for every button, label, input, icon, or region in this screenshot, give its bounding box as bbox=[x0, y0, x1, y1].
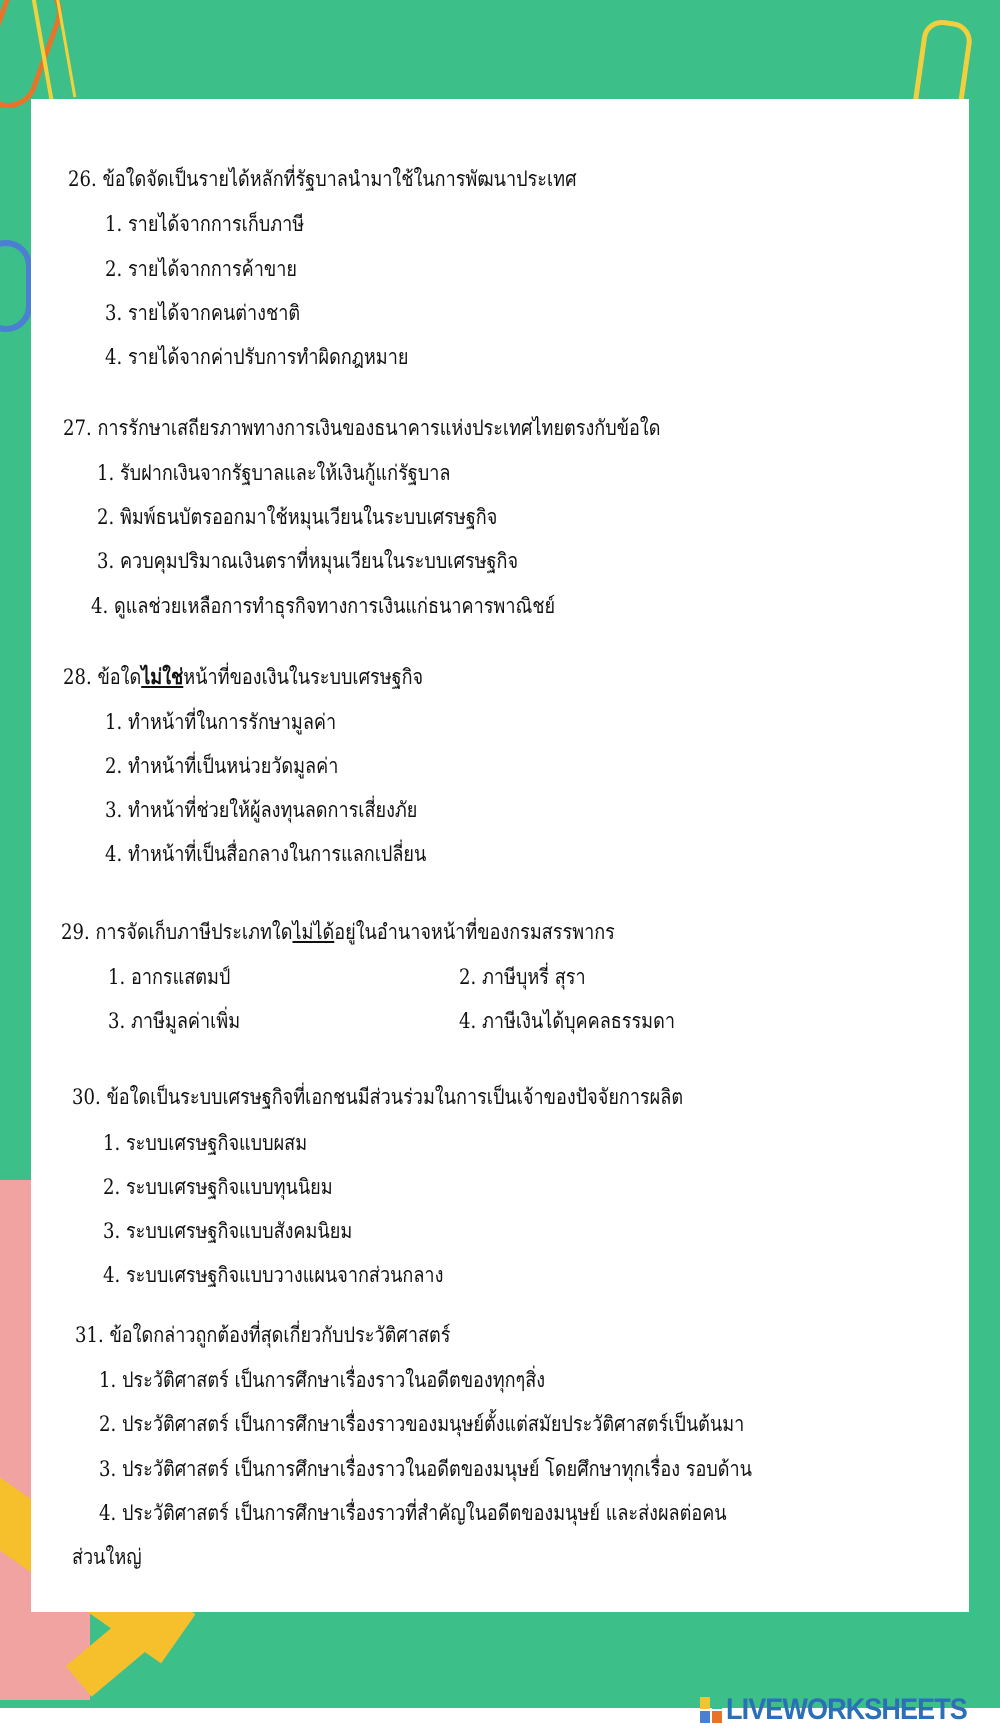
question-26-title: 26. ข้อใดจัดเป็นรายได้หลักที่รัฐบาลนำมาใช้ในการพัฒนาประเทศ bbox=[68, 167, 577, 191]
question-28-option-3[interactable]: 3. ทำหน้าที่ช่วยให้ผู้ลงทุนลดการเสี่ยงภัย bbox=[105, 798, 418, 822]
question-29-option-3[interactable]: 3. ภาษีมูลค่าเพิ่ม bbox=[108, 1009, 241, 1033]
question-31-option-4[interactable]: 4. ประวัติศาสตร์ เป็นการศึกษาเรื่องราวที่สำคัญในอดีตของมนุษย์ และส่งผลต่อคน bbox=[99, 1501, 727, 1525]
question-26-option-4[interactable]: 4. รายได้จากค่าปรับการทำผิดกฎหมาย bbox=[105, 345, 409, 369]
question-27-title: 27. การรักษาเสถียรภาพทางการเงินของธนาคารแห่งประเทศไทยตรงกับข้อใด bbox=[63, 416, 661, 440]
question-29-option-4[interactable]: 4. ภาษีเงินได้บุคคลธรรมดา bbox=[459, 1009, 675, 1033]
question-27-option-3[interactable]: 3. ควบคุมปริมาณเงินตราที่หมุนเวียนในระบบเศรษฐกิจ bbox=[97, 549, 519, 573]
question-29-option-2[interactable]: 2. ภาษีบุหรี่ สุรา bbox=[459, 965, 586, 989]
question-28-option-4[interactable]: 4. ทำหน้าที่เป็นสื่อกลางในการแลกเปลี่ยน bbox=[105, 842, 427, 866]
logo-text: LIVEWORKSHEETS bbox=[726, 1693, 967, 1726]
question-29-title-prefix: 29. การจัดเก็บภาษีประเภทใด bbox=[61, 920, 293, 944]
question-29-title bbox=[61, 919, 615, 945]
question-30-option-2[interactable]: 2. ระบบเศรษฐกิจแบบทุนนิยม bbox=[103, 1175, 333, 1199]
question-30-option-1[interactable]: 1. ระบบเศรษฐกิจแบบผสม bbox=[103, 1131, 308, 1155]
question-30-title: 30. ข้อใดเป็นระบบเศรษฐกิจที่เอกชนมีส่วนร่วมในการเป็นเจ้าของปัจจัยการผลิต bbox=[72, 1085, 684, 1109]
question-27-option-1[interactable]: 1. รับฝากเงินจากรัฐบาลและให้เงินกู้แก่รัฐบาล bbox=[97, 461, 451, 485]
question-27-option-2[interactable]: 2. พิมพ์ธนบัตรออกมาใช้หมุนเวียนในระบบเศรษฐกิจ bbox=[97, 505, 498, 529]
question-30-option-4[interactable]: 4. ระบบเศรษฐกิจแบบวางแผนจากส่วนกลาง bbox=[103, 1263, 444, 1287]
question-27-option-4[interactable]: 4. ดูแลช่วยเหลือการทำธุรกิจทางการเงินแก่ธนาคารพาณิชย์ bbox=[91, 594, 556, 618]
question-29-option-1[interactable]: 1. อากรแสตมป์ bbox=[108, 965, 231, 989]
question-28-title bbox=[63, 664, 423, 690]
question-30-option-3[interactable]: 3. ระบบเศรษฐกิจแบบสังคมนิยม bbox=[103, 1219, 353, 1243]
blue-swirl-decoration bbox=[0, 240, 32, 332]
question-29-emphasis: ไม่ได้ bbox=[292, 920, 335, 944]
question-28-title-prefix: 28. ข้อใด bbox=[63, 665, 142, 689]
question-26-option-2[interactable]: 2. รายได้จากการค้าขาย bbox=[105, 257, 297, 281]
question-28-emphasis: ไม่ใช่ bbox=[141, 664, 184, 689]
question-26-option-3[interactable]: 3. รายได้จากคนต่างชาติ bbox=[105, 301, 301, 325]
question-31-option-1[interactable]: 1. ประวัติศาสตร์ เป็นการศึกษาเรื่องราวในอดีตของทุกๆสิ่ง bbox=[99, 1368, 546, 1392]
question-28-option-1[interactable]: 1. ทำหน้าที่ในการรักษามูลค่า bbox=[105, 710, 337, 734]
question-31-option-4-continuation: ส่วนใหญ่ bbox=[72, 1545, 142, 1569]
question-28-option-2[interactable]: 2. ทำหน้าที่เป็นหน่วยวัดมูลค่า bbox=[105, 754, 339, 778]
liveworksheets-logo bbox=[700, 1694, 994, 1726]
question-28-title-suffix: หน้าที่ของเงินในระบบเศรษฐกิจ bbox=[183, 665, 424, 689]
question-31-option-2[interactable]: 2. ประวัติศาสตร์ เป็นการศึกษาเรื่องราวของมนุษย์ตั้งแต่สมัยประวัติศาสตร์เป็นต้นมา bbox=[99, 1412, 745, 1436]
logo-mark-icon bbox=[700, 1697, 722, 1723]
question-31-option-3[interactable]: 3. ประวัติศาสตร์ เป็นการศึกษาเรื่องราวในอดีตของมนุษย์ โดยศึกษาทุกเรื่อง รอบด้าน bbox=[99, 1457, 752, 1481]
question-29-title-suffix: อยู่ในอำนาจหน้าที่ของกรมสรรพากร bbox=[334, 920, 615, 944]
question-31-title: 31. ข้อใดกล่าวถูกต้องที่สุดเกี่ยวกับประวัติศาสตร์ bbox=[75, 1323, 451, 1347]
question-26-option-1[interactable]: 1. รายได้จากการเก็บภาษี bbox=[105, 212, 305, 236]
